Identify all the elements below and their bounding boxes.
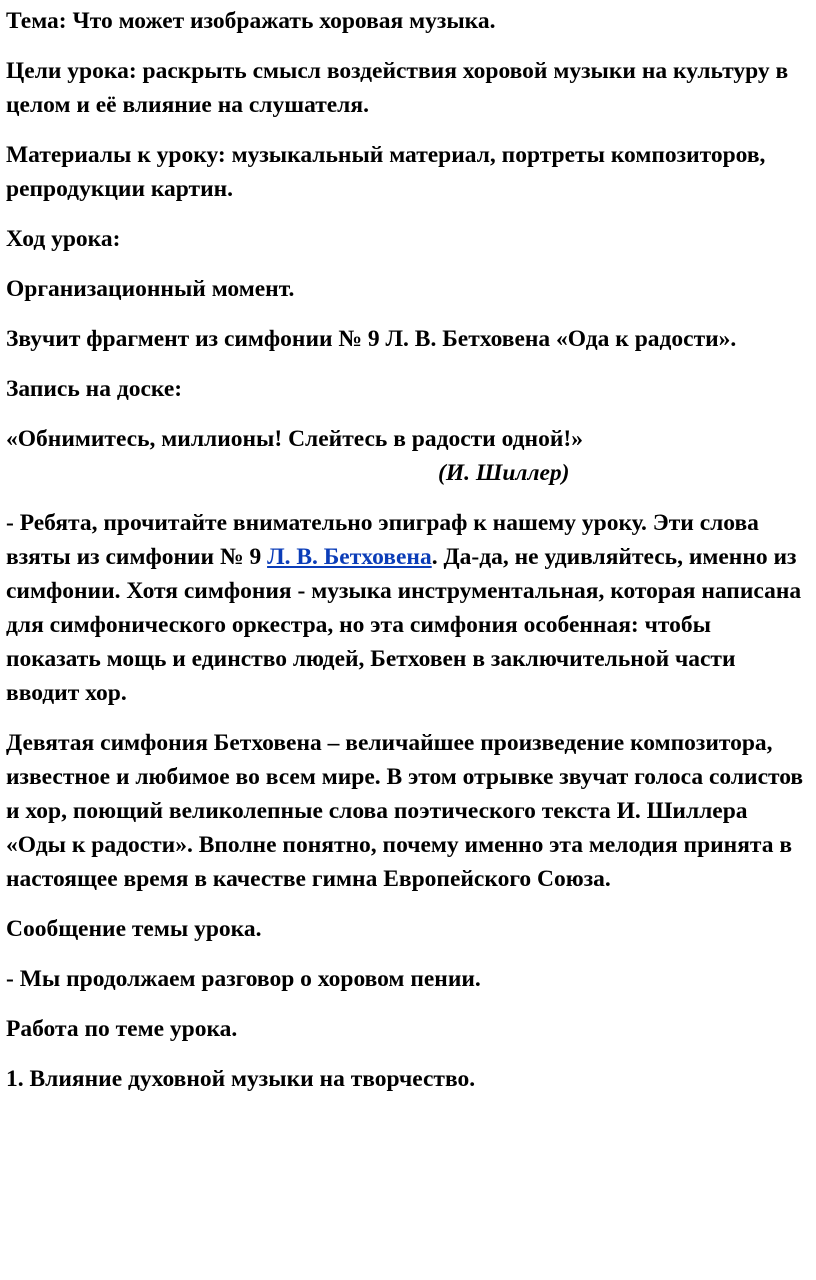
epigraph-author: (И. Шиллер) [438,460,570,486]
paragraph-text-before-link: - Ребята, прочитайте внимательно эпиграф к нашему уроку. Эти слова взяты из симфонии № 9 [6,510,759,570]
work-topic: Работа по теме урока. [6,1016,238,1042]
org-moment: Организационный момент. [6,276,295,302]
list-item-1: 1. Влияние духовной музыки на творчество. [6,1066,476,1092]
lesson-goals: Цели урока: раскрыть смысл воздействия хоровой музыки на культуру в целом и её влияние на слушателя. [6,58,789,118]
epigraph-quote: «Обнимитесь, миллионы! Слейтесь в радости одной!» [6,426,583,452]
lesson-flow-heading: Ход урока: [6,226,121,252]
continue-text: - Мы продолжаем разговор о хоровом пении. [6,966,481,992]
paragraph-ninth-symphony: Девятая симфония Бетховена – величайшее произведение композитора, известное и любимое во всем мире. В этом отрывке звучат голоса солистов и хор, поющий великолепные слова поэтического текста И. Шиллера «Оды к радости». Вполне понятно, почему именно эта мелодия принята в настоящее время в качестве гимна Европейского Союза. [6,730,804,892]
board-note: Запись на доске: [6,376,183,402]
beethoven-link[interactable]: Л. В. Бетховена [267,544,432,570]
topic-message: Сообщение темы урока. [6,916,262,942]
lesson-topic: Тема: Что может изображать хоровая музыка. [6,8,496,34]
lesson-materials: Материалы к уроку: музыкальный материал, портреты композиторов, репродукции картин. [6,142,766,202]
paragraph-epigraph-explanation [6,506,806,710]
paragraph-text-after-link: . Да-да, не удивляйтесь, именно из симфонии. Хотя симфония - музыка инструментальная, которая написана для симфонического оркестра, но эта симфония особенная: чтобы показать мощь и единство людей, Бетховен в заключительной части вводит хор. [6,544,802,706]
sounding-fragment: Звучит фрагмент из симфонии № 9 Л. В. Бетховена «Ода к радости». [6,326,737,352]
